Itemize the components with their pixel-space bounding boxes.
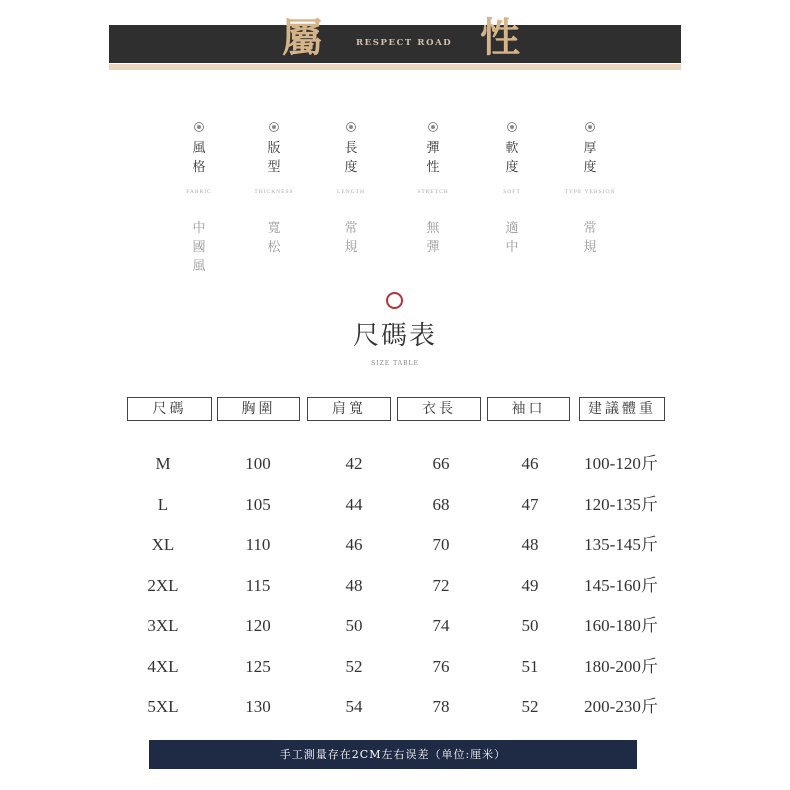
table-cell: 52 — [345, 656, 363, 676]
table-cell: 200-230斤 — [584, 697, 658, 716]
table-cell: 44 — [345, 494, 363, 514]
circle-dot-icon — [585, 122, 595, 132]
table-cell: 78 — [432, 697, 450, 716]
table-cell: L — [157, 494, 169, 514]
table-cell: 130 — [245, 697, 271, 716]
table-header: 肩寬 — [307, 397, 391, 421]
circle-dot-icon — [507, 122, 517, 132]
table-cell: 125 — [245, 656, 271, 676]
attribute-label: 風格 — [192, 141, 206, 175]
table-cell: 110 — [245, 535, 271, 554]
table-cell: 4XL — [147, 656, 179, 676]
table-cell: XL — [151, 535, 175, 554]
attribute-value: 常規 — [344, 221, 358, 255]
table-cell: 48 — [521, 535, 539, 554]
table-cell: 54 — [345, 697, 363, 716]
table-cell: 68 — [432, 494, 450, 514]
table-cell: 66 — [432, 454, 450, 473]
size-table-title: 尺碼表 — [352, 321, 437, 351]
table-cell: 120-135斤 — [584, 494, 658, 514]
table-cell: 52 — [521, 697, 539, 716]
header-title-left: 屬 — [282, 14, 322, 61]
table-header: 建議體重 — [579, 397, 665, 421]
table-cell: 135-145斤 — [584, 535, 658, 554]
table-cell: 50 — [345, 616, 363, 635]
table-cell: 76 — [432, 656, 450, 676]
table-cell: 70 — [432, 535, 450, 554]
attribute-label: 彈性 — [426, 141, 440, 175]
header-title-right: 性 — [480, 14, 520, 61]
circle-dot-icon — [269, 122, 279, 132]
attribute-column — [545, 122, 635, 257]
red-circle-icon — [386, 292, 403, 309]
table-cell: 180-200斤 — [584, 656, 658, 676]
attribute-en-label: SOFT — [503, 189, 521, 195]
size-table-subtitle: SIZE TABLE — [371, 360, 419, 367]
circle-dot-icon — [346, 122, 356, 132]
table-cell: 120 — [245, 616, 271, 635]
table-cell: 49 — [521, 575, 539, 595]
table-cell: 50 — [521, 616, 539, 635]
table-header: 胸圍 — [217, 397, 300, 421]
table-cell: 100-120斤 — [584, 454, 658, 473]
table-cell: 46 — [345, 535, 363, 554]
attribute-label: 軟度 — [505, 141, 519, 175]
attribute-label: 版型 — [267, 141, 281, 175]
attribute-en-label: FABRIC — [186, 189, 212, 195]
table-cell: M — [155, 454, 171, 473]
table-cell: 100 — [245, 454, 271, 473]
attribute-label: 長度 — [344, 141, 358, 175]
table-cell: 46 — [521, 454, 539, 473]
attribute-value: 適中 — [505, 221, 519, 255]
header-subtitle: RESPECT ROAD — [356, 38, 453, 48]
attribute-en-label: LENGTH — [337, 189, 365, 195]
attribute-label: 厚度 — [583, 141, 597, 175]
table-cell: 74 — [432, 616, 450, 635]
table-cell: 47 — [521, 494, 539, 514]
attribute-value: 常規 — [583, 221, 597, 255]
attribute-column — [467, 122, 557, 257]
attribute-column — [306, 122, 396, 257]
table-cell: 145-160斤 — [584, 575, 658, 595]
attribute-en-label: STRETCH — [417, 189, 449, 195]
table-cell: 3XL — [147, 616, 179, 635]
header-underline — [109, 64, 681, 70]
attribute-en-label: THICKNESS — [254, 189, 294, 195]
circle-dot-icon — [428, 122, 438, 132]
attribute-value: 寬松 — [267, 221, 281, 255]
table-cell: 115 — [245, 575, 271, 595]
table-cell: 42 — [345, 454, 363, 473]
table-cell: 2XL — [147, 575, 179, 595]
attribute-value: 無彈 — [426, 221, 440, 255]
circle-dot-icon — [194, 122, 204, 132]
table-cell: 160-180斤 — [584, 616, 658, 635]
table-cell: 5XL — [147, 697, 179, 716]
attribute-column — [388, 122, 478, 257]
table-cell: 72 — [432, 575, 450, 595]
attribute-en-label: TYPE VERSION — [564, 189, 616, 195]
table-header: 袖口 — [487, 397, 570, 421]
table-cell: 51 — [521, 656, 539, 676]
table-header: 尺碼 — [127, 397, 212, 421]
table-cell: 105 — [245, 494, 271, 514]
table-header: 衣長 — [397, 397, 481, 421]
attribute-value: 中國風 — [192, 221, 206, 274]
measurement-note: 手工測量存在2CM左右误差（单位:厘米） — [149, 740, 637, 769]
table-cell: 48 — [345, 575, 363, 595]
